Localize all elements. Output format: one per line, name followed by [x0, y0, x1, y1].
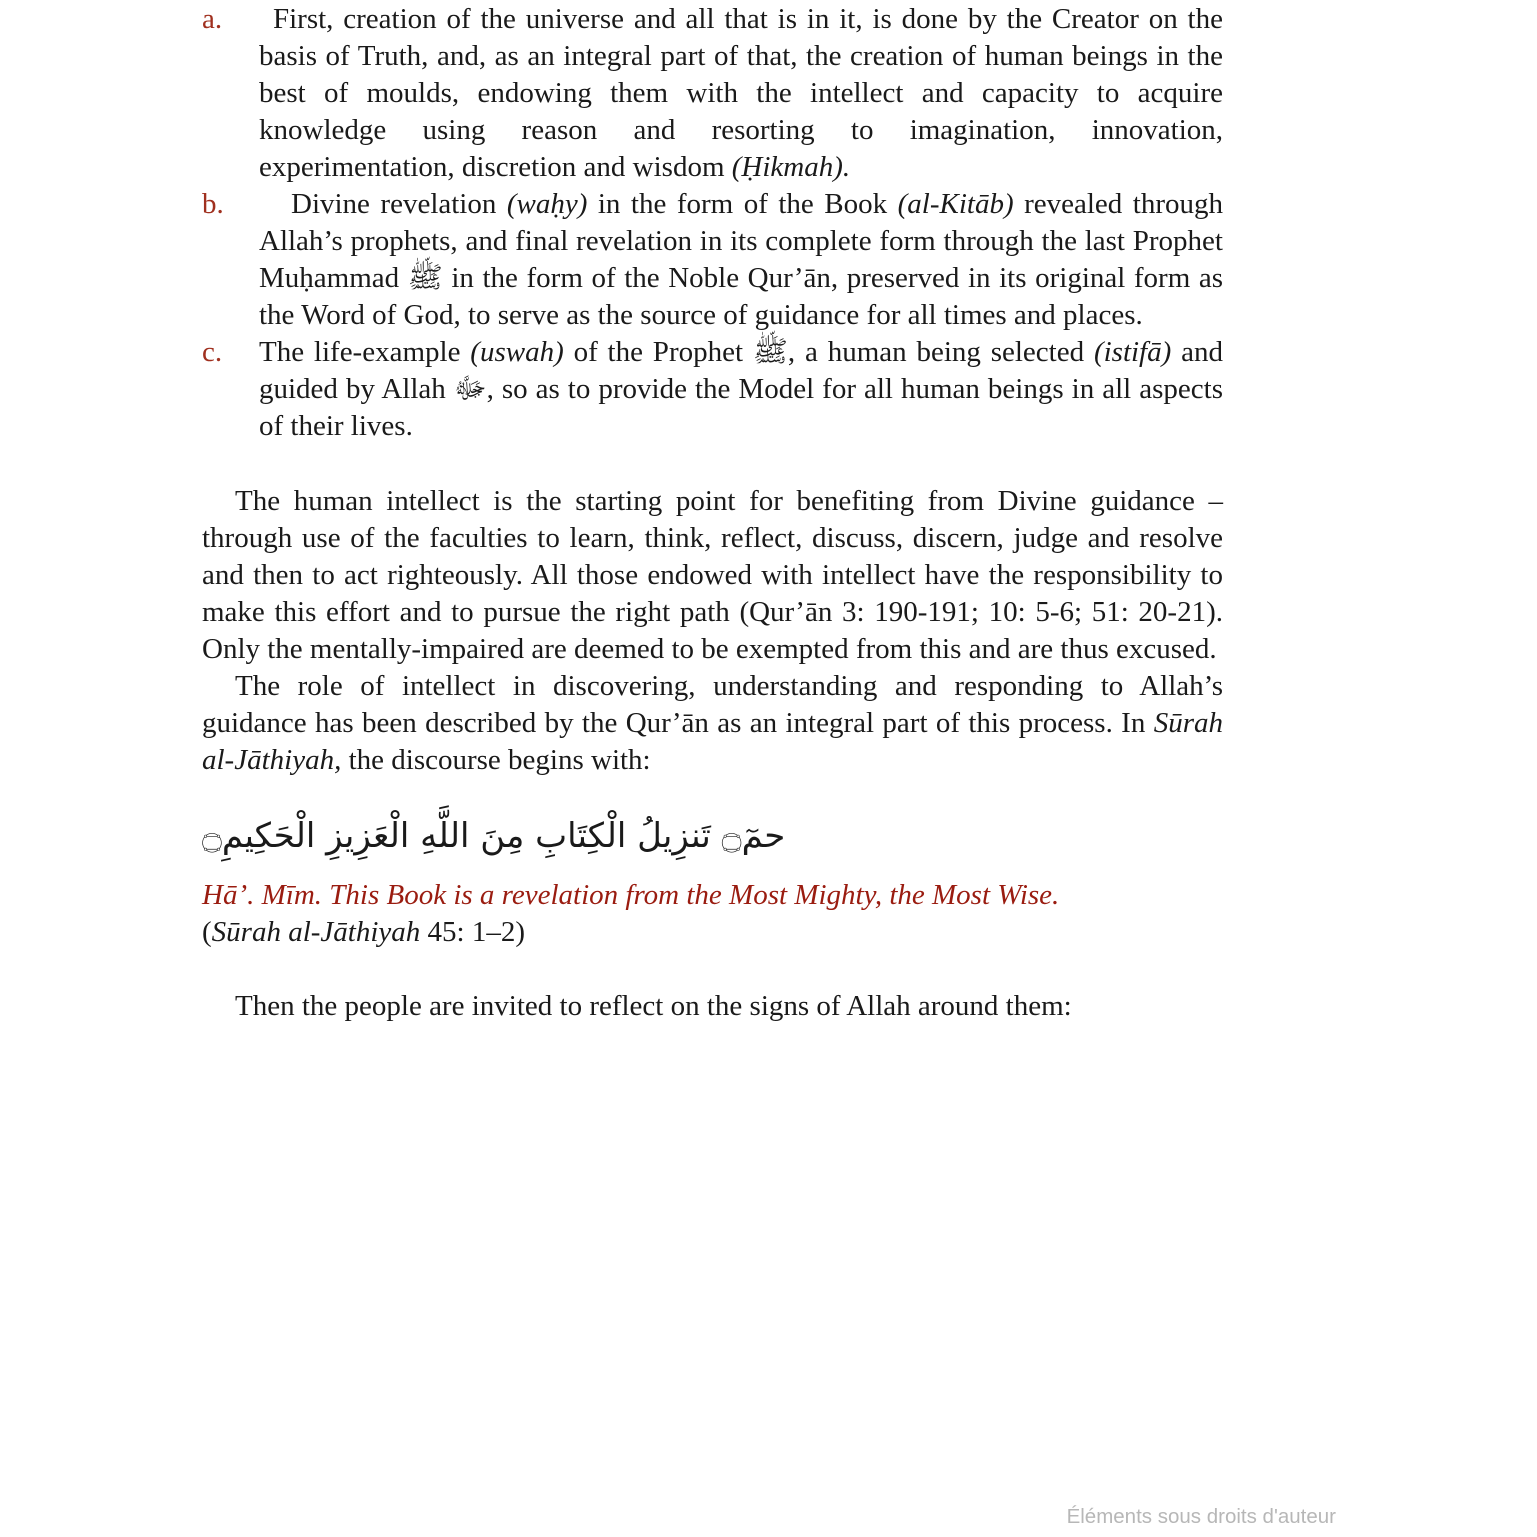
- paragraph-invite: Then the people are invited to reflect on the signs of Allah around them:: [235, 990, 1072, 1022]
- term-surah-al-jathiyah: Sūrah al-Jāthiyah,: [202, 707, 1223, 776]
- term-al-kitab: (al-Kitāb): [897, 188, 1014, 220]
- list-item-b-text-1: Divine revelation: [291, 188, 507, 220]
- list-item-b-text-2: in the form of the Book: [587, 188, 898, 220]
- list-item-b-body: [259, 186, 1223, 334]
- paragraph-intellect: The human intellect is the starting point for benefiting from Divine guidance – through use of the faculties to learn, think, reflect, discuss, discern, judge and resolve and then to act righteously. All those endowed with intellect have the responsibility to make this effort and to pursue the right path (Qur’ān 3: 190-191; 10: 5-6; 51: 20-21). Only the mentally-impaired are deemed to be exempted from this and are thus excused.: [202, 485, 1223, 665]
- citation-surah-name: Sūrah al-Jāthiyah: [211, 916, 421, 948]
- list-item-a-text: First, creation of the universe and all that is in it, is done by the Creator on the basis of Truth, and, as an integral part of that, the creation of human beings in the best of moulds, endowing them with the intellect and capacity to acquire knowledge using reason and resorting to imagination, innovation, experimentation, discretion and wisdom: [259, 3, 1223, 183]
- list-item-c-body: [259, 334, 1223, 445]
- quran-citation: [202, 914, 1223, 951]
- list-item-c-text-1: The life-example: [259, 336, 471, 368]
- paragraph-role: [202, 668, 1223, 779]
- citation-verse-numbers: 45: 1–2): [420, 916, 525, 948]
- term-wahy: (waḥy): [506, 188, 588, 220]
- term-istifa: (istifā): [1093, 336, 1172, 368]
- quran-translation: Hā’. Mīm. This Book is a revelation from the Most Mighty, the Most Wise.: [202, 879, 1060, 911]
- list-marker-b: b.: [202, 188, 224, 220]
- citation-open-paren: (: [202, 916, 212, 948]
- term-uswah: (uswah): [470, 336, 564, 368]
- list-item-c: [202, 334, 1223, 445]
- term-hikmah: (Ḥikmah).: [731, 151, 851, 183]
- paragraph-role-text-1: The role of intellect in discovering, understanding and responding to Allah’s guidance has been described by the Qur’ān as an integral part of this process. In: [202, 670, 1223, 739]
- quran-verse-arabic: حمٓ۝ تَنزِيلُ الْكِتَابِ مِنَ اللَّهِ الْعَزِيزِ الْحَكِيمِ۝: [202, 815, 786, 856]
- list-marker-c: c.: [202, 336, 223, 368]
- copyright-notice: Éléments sous droits d'auteur: [1066, 1505, 1336, 1528]
- list-item-a-body: [259, 1, 1223, 186]
- list-marker-a: a.: [202, 3, 223, 35]
- list-item-c-text-3: and guided by Allah ﷻ, so as to provide the Model for all human beings in all aspects of their lives.: [259, 336, 1223, 442]
- list-item-c-text-2: of the Prophet ﷺ, a human being selected: [563, 336, 1094, 368]
- list-item-a: [202, 1, 1223, 186]
- list-item-b: [202, 186, 1223, 334]
- page-text-block: [202, 1, 1223, 1025]
- paragraph-role-text-2: the discourse begins with:: [341, 744, 651, 776]
- list-item-b-text-3: revealed through Allah’s prophets, and final revelation in its complete form through the last Prophet Muḥammad ﷺ in the form of the Noble Qur’ān, preserved in its original form as the Word of God, to serve as the source of guidance for all times and places.: [259, 188, 1224, 331]
